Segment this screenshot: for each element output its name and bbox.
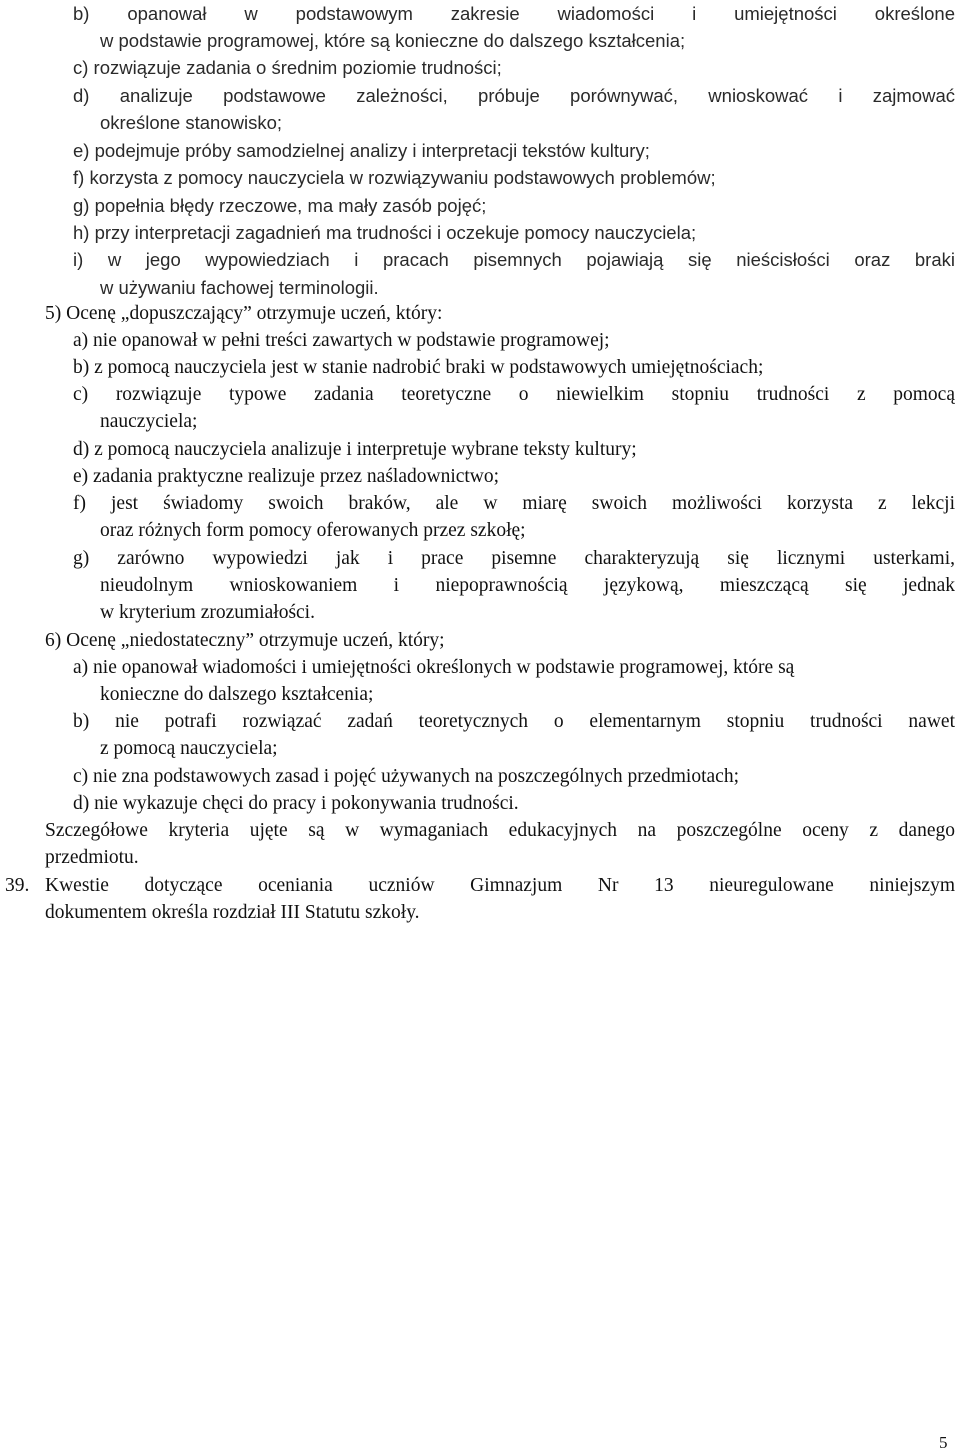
text-line: h) przy interpretacji zagadnień ma trudności i oczekuje pomocy nauczyciela;	[73, 222, 697, 243]
text-line: nieudolnym wnioskowaniem i niepoprawnością językową, mieszczącą się jednak	[100, 575, 955, 596]
text-line: d) z pomocą nauczyciela analizuje i interpretuje wybrane teksty kultury;	[73, 439, 637, 460]
text-line: f) korzysta z pomocy nauczyciela w rozwiązywaniu podstawowych problemów;	[73, 167, 716, 188]
text-line: Szczegółowe kryteria ujęte są w wymaganiach edukacyjnych na poszczególne oceny z danego	[45, 820, 955, 841]
text-line: d) nie wykazuje chęci do pracy i pokonywania trudności.	[73, 793, 519, 814]
text-line: oraz różnych form pomocy oferowanych przez szkołę;	[100, 520, 526, 541]
grade-heading-dopuszczajacy: 5) Ocenę „dopuszczający” otrzymuje uczeń, który:	[45, 303, 443, 324]
grade-heading-niedostateczny: 6) Ocenę „niedostateczny” otrzymuje uczeń, który;	[45, 630, 445, 651]
text-line: e) zadania praktyczne realizuje przez naśladownictwo;	[73, 466, 500, 487]
text-line: a) nie opanował w pełni treści zawartych w podstawie programowej;	[73, 330, 610, 351]
text-line: Kwestie dotyczące oceniania uczniów Gimnazjum Nr 13 nieuregulowane niniejszym	[45, 875, 955, 896]
text-line: w używaniu fachowej terminologii.	[100, 277, 379, 298]
text-line: g) zarówno wypowiedzi jak i prace pisemne charakteryzują się licznymi usterkami,	[73, 548, 955, 569]
text-line: konieczne do dalszego kształcenia;	[100, 684, 374, 705]
text-line: f) jest świadomy swoich braków, ale w miarę swoich możliwości korzysta z lekcji	[73, 493, 955, 514]
text-line: a) nie opanował wiadomości i umiejętności określonych w podstawie programowej, które są	[73, 657, 795, 678]
text-line: w kryterium zrozumiałości.	[100, 602, 315, 623]
text-line: g) popełnia błędy rzeczowe, ma mały zasób pojęć;	[73, 195, 487, 216]
text-line: określone stanowisko;	[100, 112, 283, 133]
text-line: nauczyciela;	[100, 411, 198, 432]
text-line: b) nie potrafi rozwiązać zadań teoretycznych o elementarnym stopniu trudności nawet	[73, 711, 955, 732]
text-line: c) rozwiązuje zadania o średnim poziomie trudności;	[73, 57, 502, 78]
text-line: w podstawie programowej, które są konieczne do dalszego kształcenia;	[100, 30, 686, 51]
text-line: c) rozwiązuje typowe zadania teoretyczne o niewielkim stopniu trudności z pomocą	[73, 384, 955, 405]
text-line: dokumentem określa rozdział III Statutu szkoły.	[45, 902, 420, 923]
text-line: i) w jego wypowiedziach i pracach pisemnych pojawiają się nieścisłości oraz braki	[73, 249, 955, 270]
text-line: c) nie zna podstawowych zasad i pojęć używanych na poszczególnych przedmiotach;	[73, 766, 739, 787]
section-number-39: 39.	[5, 875, 30, 896]
page-number: 5	[939, 1433, 948, 1452]
text-line: e) podejmuje próby samodzielnej analizy i interpretacji tekstów kultury;	[73, 140, 650, 161]
text-line: z pomocą nauczyciela;	[100, 738, 278, 759]
text-line: przedmiotu.	[45, 847, 139, 868]
text-line: b) z pomocą nauczyciela jest w stanie nadrobić braki w podstawowych umiejętnościach;	[73, 357, 764, 378]
text-line: d) analizuje podstawowe zależności, próbuje porównywać, wnioskować i zajmować	[73, 85, 955, 106]
text-line: b) opanował w podstawowym zakresie wiadomości i umiejętności określone	[73, 3, 955, 24]
